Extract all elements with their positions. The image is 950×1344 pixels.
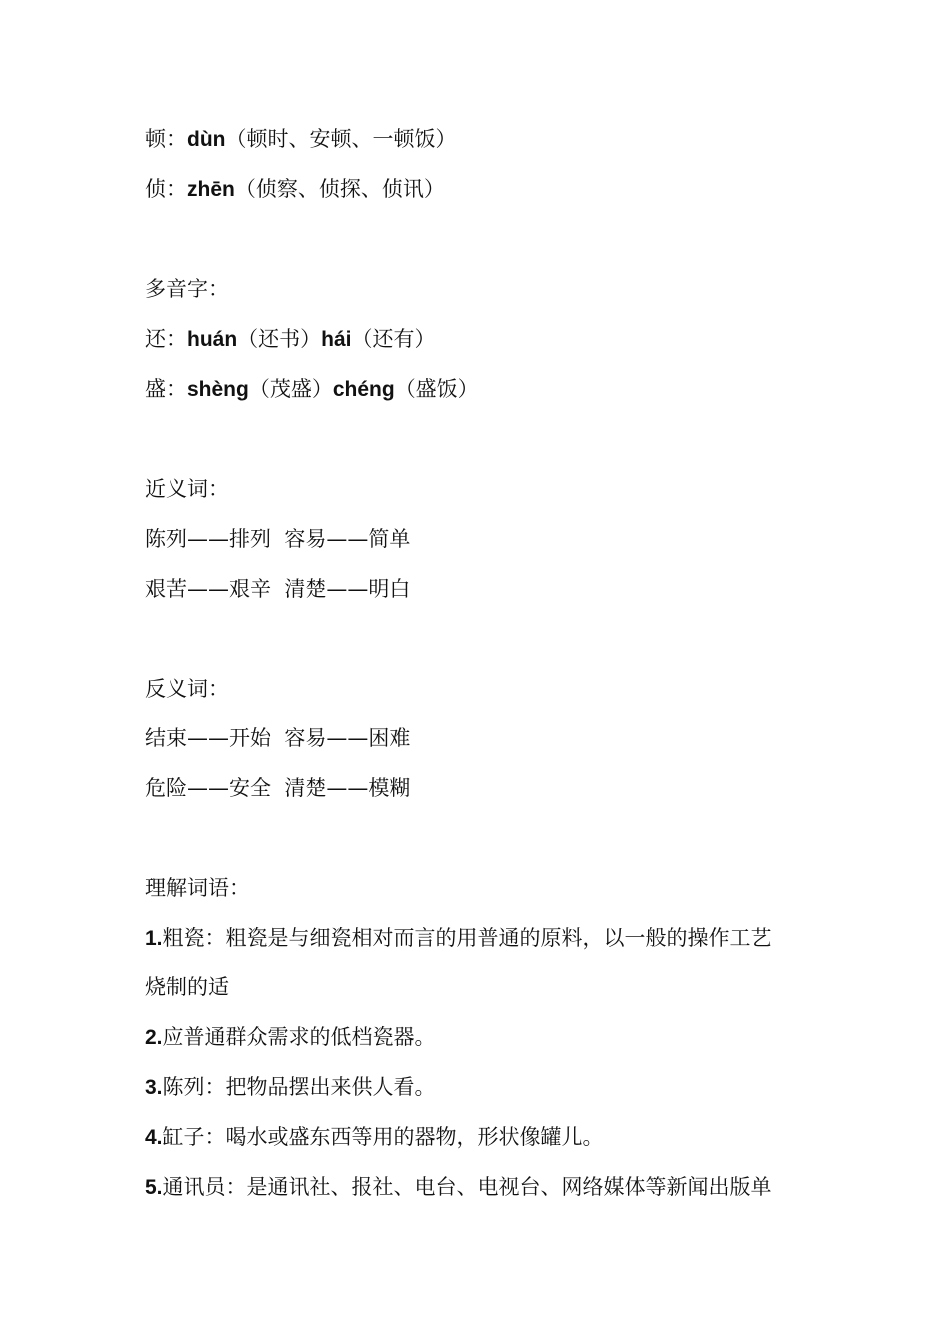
synonyms-heading: 近义词： xyxy=(145,477,229,501)
polyphonic-huan xyxy=(145,324,436,355)
antonyms-line: 危险——安全 清楚——模糊 xyxy=(145,776,411,800)
pronunciation-zhen xyxy=(145,174,445,205)
item-text: 陈列：把物品摆出来供人看。 xyxy=(162,1075,436,1099)
item-number: 3. xyxy=(145,1076,163,1099)
vocabulary-item xyxy=(145,1172,772,1203)
example-word: （还书） xyxy=(237,327,322,351)
vocabulary-item xyxy=(145,1022,436,1053)
vocabulary-item xyxy=(145,1122,604,1153)
item-text: 烧制的适 xyxy=(145,975,229,999)
char-label: 侦： xyxy=(145,177,187,201)
char-label: 盛： xyxy=(145,377,187,401)
item-number: 2. xyxy=(145,1026,163,1049)
example-word: （盛饭） xyxy=(394,377,479,401)
item-text: 通讯员：是通讯社、报社、电台、电视台、网络媒体等新闻出版单 xyxy=(162,1175,772,1199)
synonyms-line: 艰苦——艰辛 清楚——明白 xyxy=(145,577,411,601)
example-words: （顿时、安顿、一顿饭） xyxy=(225,127,457,151)
polyphonic-sheng xyxy=(145,374,479,405)
char-label: 还： xyxy=(145,327,187,351)
antonyms-heading: 反义词： xyxy=(145,677,229,701)
example-word: （还有） xyxy=(351,327,436,351)
item-number: 5. xyxy=(145,1176,163,1199)
item-text: 缸子：喝水或盛东西等用的器物，形状像罐儿。 xyxy=(162,1125,604,1149)
example-word: （茂盛） xyxy=(248,377,333,401)
antonyms-line: 结束——开始 容易——困难 xyxy=(145,726,411,750)
pinyin: hái xyxy=(321,328,352,351)
char-label: 顿： xyxy=(145,127,187,151)
vocabulary-item xyxy=(145,972,229,1003)
vocabulary-item xyxy=(145,923,772,954)
vocabulary-item xyxy=(145,1072,436,1103)
pinyin: zhēn xyxy=(187,178,235,201)
vocabulary-heading: 理解词语： xyxy=(145,876,250,900)
pinyin: shèng xyxy=(187,378,249,401)
pinyin: huán xyxy=(187,328,238,351)
item-number: 1. xyxy=(145,927,163,950)
polyphonic-heading: 多音字： xyxy=(145,277,229,301)
pinyin: dùn xyxy=(187,128,226,151)
synonyms-line: 陈列——排列 容易——简单 xyxy=(145,527,411,551)
example-words: （侦察、侦探、侦讯） xyxy=(234,177,445,201)
item-text: 应普通群众需求的低档瓷器。 xyxy=(162,1025,436,1049)
item-text: 粗瓷：粗瓷是与细瓷相对而言的用普通的原料，以一般的操作工艺 xyxy=(162,926,772,950)
pronunciation-dun xyxy=(145,124,456,155)
pinyin: chéng xyxy=(332,378,395,401)
item-number: 4. xyxy=(145,1126,163,1149)
